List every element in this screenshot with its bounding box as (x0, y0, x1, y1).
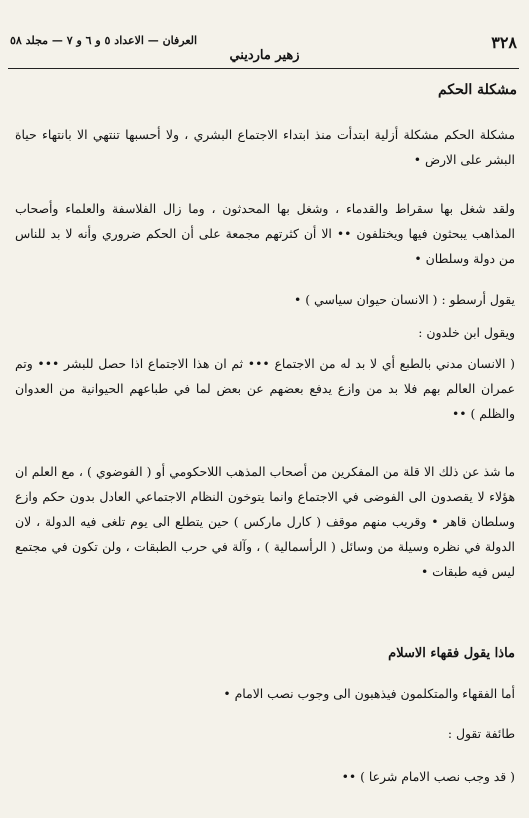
paragraph-6: ما شذ عن ذلك الا قلة من المفكرين من أصحاب المذهب اللاحكومي أو ( الفوضوي ) ، مع العلم ان هؤلاء لا يقصدون الى الفوضى في الاجتماع وانما يتوخون النظام الاجتماعي العادل بدون حكم وازع وسلطان قاهر • وقريب منهم موقف ( كارل ماركس ) حين يتطلع الى يوم تلغى فيه الدولة ، لان الدولة في نظره وسيلة من وسائل ( الرأسمالية ) ، وآلة في حرب الطبقات ، ولن تكون في مجتمع ليس فيه طبقات • (15, 464, 515, 579)
section-title: مشكلة الحكم (438, 82, 517, 98)
subheading-islamic-jurists: ماذا يقول فقهاء الاسلام (388, 646, 515, 661)
quote-ibn-khaldun: ( الانسان مدني بالطبع أي لا بد له من الاجتماع ••• ثم ان هذا الاجتماع اذا حصل للبشر ••• وتم عمران العالم بهم فلا بد من وازع يدفع بعضهم عن بعض لما في طباعهم الحيوانية من العدوان والظلم ) •• (15, 356, 515, 421)
page-number: ٣٢٨ (491, 33, 517, 52)
journal-reference: العرفان — الاعداد ٥ و ٦ و ٧ — مجلد ٥٨ (10, 34, 198, 47)
paragraph-4: ويقول ابن خلدون : (418, 325, 515, 340)
paragraph-9: طائفة تقول : (447, 726, 515, 741)
header-rule (8, 68, 519, 69)
paragraph-2: ولقد شغل بها سقراط والقدماء ، وشغل بها المحدثون ، وما زال الفلاسفة والعلماء وأصحاب المذاهب يبحثون فيها ويختلفون •• الا أن كثرتهم مجمعة على أن الحكم ضروري وأنه لا بد للناس من دولة وسلطان • (15, 201, 515, 266)
paragraph-3: يقول أرسطو : ( الانسان حيوان سياسي ) • (294, 292, 515, 307)
paragraph-8: أما الفقهاء والمتكلمون فيذهبون الى وجوب نصب الامام • (223, 686, 515, 701)
paragraph-1: مشكلة الحكم مشكلة أزلية ابتدأت منذ ابتداء الاجتماع البشري ، ولا أحسبها تنتهي الا بانتهاء حياة البشر على الارض • (15, 127, 515, 167)
author-name: زهير مارديني (229, 48, 300, 63)
paragraph-10: ( قد وجب نصب الامام شرعا ) •• (341, 769, 515, 784)
